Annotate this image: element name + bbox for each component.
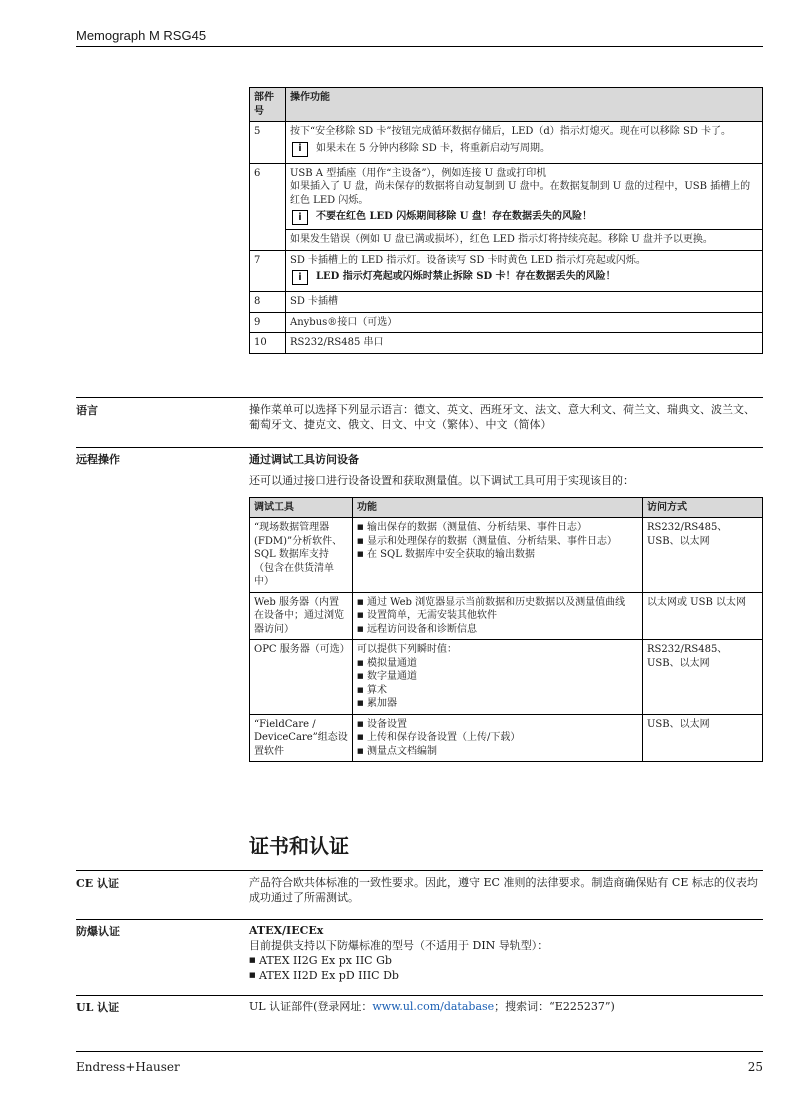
part-function xyxy=(286,122,763,164)
remote-section xyxy=(249,453,763,762)
tool-function-item: ■ 模拟量通道 xyxy=(367,657,638,671)
info-icon: i xyxy=(292,142,308,157)
tools-header-tool: 调试工具 xyxy=(250,497,353,518)
tool-function-list xyxy=(357,521,638,562)
tool-function-list xyxy=(357,657,638,711)
remote-divider xyxy=(76,447,763,448)
ex-heading: ATEX/IECEx xyxy=(249,924,324,937)
part-function xyxy=(286,163,763,250)
cert-heading: 证书和认证 xyxy=(249,834,349,858)
part-separator xyxy=(286,229,762,230)
tool-function-item: ■ 累加器 xyxy=(367,697,638,711)
page-number: 25 xyxy=(747,1060,763,1074)
tool-access: RS232/RS485、USB、以太网 xyxy=(643,640,763,715)
part-note xyxy=(290,270,758,285)
ce-divider xyxy=(76,870,763,871)
ex-divider xyxy=(76,919,763,920)
ex-list xyxy=(249,954,763,984)
part-function-text: SD 卡插槽 xyxy=(290,296,339,307)
tool-functions xyxy=(353,592,643,640)
info-icon: i xyxy=(292,210,308,225)
remote-label: 远程操作 xyxy=(76,453,120,466)
parts-table-row xyxy=(250,292,763,313)
tools-header-access: 访问方式 xyxy=(643,497,763,518)
tool-function-item: ■ 设置简单，无需安装其他软件 xyxy=(367,609,638,623)
ce-label: CE 认证 xyxy=(76,877,119,890)
tool-name: “FieldCare / DeviceCare”组态设置软件 xyxy=(250,714,353,762)
tool-function-item: ■ 算术 xyxy=(367,684,638,698)
tool-function-item: ■ 数字量通道 xyxy=(367,670,638,684)
tools-table-row xyxy=(250,640,763,715)
tool-name: “现场数据管理器 (FDM)”分析软件、SQL 数据库支持（包含在供货清单中） xyxy=(250,518,353,593)
tool-function-item: ■ 上传和保存设备设置（上传/下载） xyxy=(367,731,638,745)
tool-function-item: ■ 在 SQL 数据库中安全获取的输出数据 xyxy=(367,548,638,562)
parts-table-row xyxy=(250,312,763,333)
part-extra-text: 如果发生错误（例如 U 盘已满或损坏），红色 LED 指示灯将持续亮起。移除 U 盘并予以更换。 xyxy=(290,234,713,245)
tool-functions xyxy=(353,518,643,593)
tool-function-item: ■ 测量点文档编制 xyxy=(367,745,638,759)
remote-intro: 还可以通过接口进行设备设置和获取测量值。以下调试工具可用于实现该目的： xyxy=(249,473,634,487)
ul-database-link[interactable]: www.ul.com/database xyxy=(372,1000,495,1013)
part-function xyxy=(286,333,763,354)
part-note xyxy=(290,210,758,225)
part-number: 5 xyxy=(250,122,286,164)
ex-section xyxy=(249,924,763,983)
part-number: 7 xyxy=(250,250,286,292)
tool-name: OPC 服务器（可选） xyxy=(250,640,353,715)
footer-brand: Endress+Hauser xyxy=(76,1060,180,1074)
part-function xyxy=(286,250,763,292)
ex-list-item: ■ ATEX II2G Ex px IIC Gb xyxy=(259,954,763,969)
parts-table-row xyxy=(250,333,763,354)
tools-table xyxy=(249,497,763,763)
part-function xyxy=(286,312,763,333)
part-function xyxy=(286,292,763,313)
tool-functions-lead: 可以提供下列瞬时值： xyxy=(357,644,457,656)
ex-intro: 目前提供支持以下防爆标准的型号（不适用于 DIN 导轨型）： xyxy=(249,938,549,952)
parts-table-header-no: 部件号 xyxy=(250,88,286,122)
part-note-text: 如果未在 5 分钟内移除 SD 卡，将重新启动写周期。 xyxy=(316,142,550,154)
parts-table-row xyxy=(250,250,763,292)
tool-name: Web 服务器（内置在设备中；通过浏览器访问） xyxy=(250,592,353,640)
ex-list-item: ■ ATEX II2D Ex pD IIIC Db xyxy=(259,969,763,984)
language-divider xyxy=(76,397,763,398)
tool-functions xyxy=(353,640,643,715)
tool-function-item: ■ 显示和处理保存的数据（测量值、分析结果、事件日志） xyxy=(367,535,638,549)
ce-text: 产品符合欧共体标准的一致性要求。因此，遵守 EC 准则的法律要求。制造商确保贴有 CE 标志的仪表均成功通过了所需测试。 xyxy=(249,876,758,904)
part-number: 9 xyxy=(250,312,286,333)
tool-function-item: ■ 远程访问设备和诊断信息 xyxy=(367,623,638,637)
part-number: 10 xyxy=(250,333,286,354)
footer-divider xyxy=(76,1051,763,1052)
remote-heading: 通过调试工具访问设备 xyxy=(249,453,359,466)
parts-table-header-function: 操作功能 xyxy=(286,88,763,122)
language-text: 操作菜单可以选择下列显示语言：德文、英文、西班牙文、法文、意大利文、荷兰文、瑞典文、波兰文、葡萄牙文、捷克文、俄文、日文、中文（繁体）、中文（简体） xyxy=(249,403,755,431)
tool-function-item: ■ 设备设置 xyxy=(367,718,638,732)
ul-text-after: ；搜索词：“E225237”) xyxy=(494,1000,615,1013)
info-icon: i xyxy=(292,270,308,285)
part-function-text: SD 卡插槽上的 LED 指示灯。设备读写 SD 卡时黄色 LED 指示灯亮起或闪烁。 xyxy=(290,254,646,266)
tool-access: USB、以太网 xyxy=(643,714,763,762)
parts-table-row xyxy=(250,122,763,164)
part-note-text: 不要在红色 LED 闪烁期间移除 U 盘！存在数据丢失的风险！ xyxy=(316,211,592,222)
tools-table-row xyxy=(250,714,763,762)
part-function-text: RS232/RS485 串口 xyxy=(290,337,384,348)
tool-function-list xyxy=(357,718,638,759)
part-number: 8 xyxy=(250,292,286,313)
tools-table-row xyxy=(250,518,763,593)
part-function-text: Anybus®接口（可选） xyxy=(290,316,398,328)
header-divider xyxy=(76,46,763,47)
header-title: Memograph M RSG45 xyxy=(76,28,207,43)
tool-access: 以太网或 USB 以太网 xyxy=(643,592,763,640)
parts-table-row xyxy=(250,163,763,250)
ul-text xyxy=(249,1000,763,1015)
ex-label: 防爆认证 xyxy=(76,925,120,938)
part-function-text: 按下“安全移除 SD 卡”按钮完成循环数据存储后，LED（d）指示灯熄灭。现在可以移除 SD 卡了。 xyxy=(290,126,732,137)
tool-function-list xyxy=(357,596,638,637)
part-number: 6 xyxy=(250,163,286,250)
tool-function-item: ■ 输出保存的数据（测量值、分析结果、事件日志） xyxy=(367,521,638,535)
tools-header-function: 功能 xyxy=(353,497,643,518)
tools-table-row xyxy=(250,592,763,640)
ul-label: UL 认证 xyxy=(76,1001,120,1014)
tool-access: RS232/RS485、USB、以太网 xyxy=(643,518,763,593)
ul-divider xyxy=(76,995,763,996)
part-note-text: LED 指示灯亮起或闪烁时禁止拆除 SD 卡！存在数据丢失的风险！ xyxy=(316,271,616,282)
parts-table xyxy=(249,87,763,354)
tool-function-item: ■ 通过 Web 浏览器显示当前数据和历史数据以及测量值曲线 xyxy=(367,596,638,610)
ul-text-before: UL 认证部件(登录网址： xyxy=(249,1000,373,1013)
part-function-text: USB A 型插座（用作“主设备”），例如连接 U 盘或打印机 如果插入了 U 盘，尚未保存的数据将自动复制到 U 盘中。在数据复制到 U 盘的过程中，USB 插槽上的红色 LED 闪烁。 xyxy=(290,167,751,206)
tool-functions xyxy=(353,714,643,762)
language-label: 语言 xyxy=(76,404,98,417)
part-note xyxy=(290,142,758,157)
parts-table-container xyxy=(249,87,763,354)
